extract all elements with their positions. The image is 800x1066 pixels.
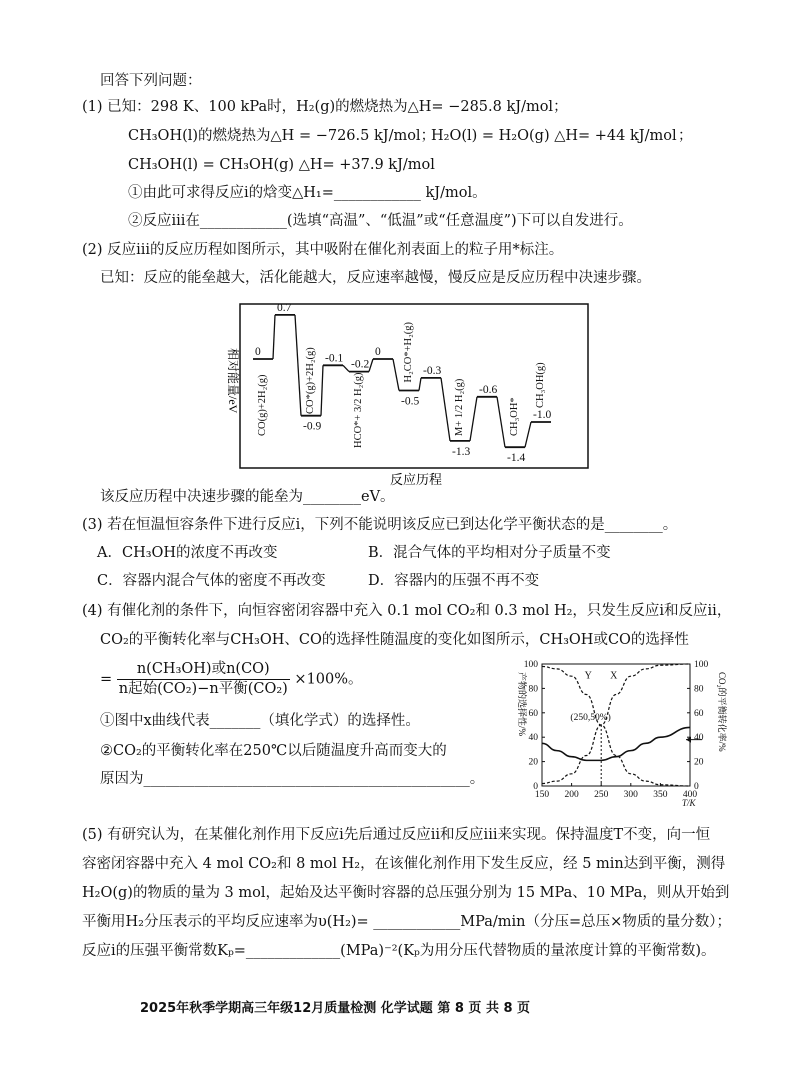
q4-sub3: 原因为_____________________________________________。: [100, 771, 485, 787]
q1-line3: CH₃OH(l) = CH₃OH(g) △H= +37.9 kJ/mol: [128, 157, 435, 173]
q2-line2: 已知：反应的能垒越大，活化能越大，反应速率越慢，慢反应是反应历程中决速步骤。: [100, 270, 651, 286]
q1-line2a: CH₃OH(l)的燃烧热为△H = −726.5 kJ/mol；: [128, 128, 436, 144]
q2-after: 该反应历程中决速步骤的能垒为________eV。: [100, 489, 395, 505]
energy-step-2: [295, 315, 301, 416]
energy-value-5: 0: [375, 346, 381, 358]
energy-step-8: [441, 378, 450, 441]
annotation-point: (250,50%): [570, 713, 611, 724]
q4-line2: CO₂的平衡转化率与CH₃OH、CO的选择性随温度的变化如图所示，CH₃OH或CO的选择性: [100, 632, 689, 648]
intro-text: 回答下列问题：: [100, 73, 202, 89]
energy-value-1: 0.7: [277, 301, 292, 314]
q5-line1: (5) 有研究认为，在某催化剂作用下反应i先后通过反应ii和反应iii来实现。保持温度T不变，向一恒: [82, 827, 711, 843]
y-label-left-2: 40: [528, 733, 538, 744]
series-label-y: Y: [584, 670, 592, 682]
energy-profile-diagram: [215, 296, 595, 490]
q3-line: (3) 若在恒温恒容条件下进行反应i，下列不能说明该反应已到达化学平衡状态的是________。: [82, 517, 678, 533]
energy-species-2: CO*(g)+2H₂(g): [305, 347, 316, 414]
page-footer: 2025年秋季学期高三年级12月质量检测 化学试题 第 8 页 共 8 页: [140, 1001, 531, 1016]
y-label-right-3: 60: [694, 708, 704, 719]
energy-species-11: CH₃OH(g): [535, 362, 546, 408]
series-line-0: [542, 666, 690, 786]
x-label-5: 400: [682, 790, 698, 800]
energy-value-0: 0: [255, 346, 261, 358]
energy-value-7: -0.3: [423, 364, 442, 377]
y-label-right-0: 0: [694, 782, 699, 792]
formula-denominator: n起始(CO₂)−n平衡(CO₂): [118, 681, 288, 697]
q5-line5: 反应i的压强平衡常数Kₚ=_____________(MPa)⁻²(Kₚ为用分压代替物质的量浓度计算的平衡常数)。: [82, 943, 716, 959]
energy-xlabel: 反应历程: [390, 472, 443, 487]
y-label-left-4: 80: [528, 684, 538, 695]
y-label-right-1: 20: [694, 757, 704, 768]
q1-sub1: ①由此可求得反应i的焓变△H₁=____________ kJ/mol。: [128, 185, 487, 201]
energy-value-6: -0.5: [401, 395, 420, 408]
q4-formula: = $\frac{\text{n(CH₃OH)或n(CO)}}{\text{n起始(CO₂)−n平衡(CO₂)}}$ ×100%。: [100, 661, 363, 697]
y-label-left-0: 0: [533, 782, 538, 792]
q4-sub2: ②CO₂的平衡转化率在250℃以后随温度升高而变大的: [100, 743, 447, 759]
energy-step-11: [525, 422, 531, 447]
energy-value-9: -0.6: [479, 383, 498, 396]
q1-line1: (1) 已知：298 K、100 kPa时，H₂(g)的燃烧热为△H= −285.8 kJ/mol；: [82, 99, 568, 115]
energy-value-10: -1.4: [507, 452, 526, 465]
formula-numerator: n(CH₃OH)或n(CO): [117, 660, 290, 680]
energy-species-10: CH₃OH*: [509, 397, 520, 436]
energy-step-6: [393, 359, 399, 391]
q2-line1: (2) 反应iii的反应历程如图所示，其中吸附在催化剂表面上的粒子用*标注。: [82, 242, 564, 258]
energy-step-3: [321, 365, 323, 415]
energy-value-4: -0.2: [351, 358, 370, 371]
x-label-2: 250: [594, 790, 609, 800]
energy-species-0: CO(g)+2H₂(g): [257, 374, 268, 436]
y-label-right-5: 100: [694, 660, 709, 670]
series-label-x: X: [610, 670, 618, 682]
energy-value-8: -1.3: [452, 445, 471, 458]
q1-sub2: ②反应iii在____________(选填“高温”、“低温”或“任意温度”)下可以自发进行。: [128, 213, 633, 229]
x-label-4: 350: [653, 790, 668, 800]
q1-line2b: H₂O(l) = H₂O(g) △H= +44 kJ/mol: [431, 128, 677, 144]
energy-value-11: -1.0: [533, 409, 552, 421]
q3-option-b: B．混合气体的平均相对分子质量不变: [368, 545, 611, 561]
energy-species-8: M+ 1/2 H₂(g): [454, 378, 465, 436]
q4-line1: (4) 有催化剂的条件下，向恒容密闭容器中充入 0.1 mol CO₂和 0.3 mol H₂，只发生反应i和反应ii，: [82, 603, 732, 619]
q5-line2: 容密闭容器中充入 4 mol CO₂和 8 mol H₂，在该催化剂作用下发生反应，经 5 min达到平衡，测得: [82, 856, 726, 872]
energy-step-10: [497, 397, 505, 447]
energy-step-4: [343, 365, 349, 371]
q3-option-c: C．容器内混合气体的密度不再改变: [97, 573, 326, 589]
energy-ylabel: 相对能量/eV: [226, 348, 240, 414]
q3-option-a: A．CH₃OH的浓度不再改变: [97, 545, 278, 561]
energy-value-3: -0.1: [325, 352, 344, 365]
x-label-0: 150: [534, 790, 550, 800]
y-label-right-4: 80: [694, 684, 704, 695]
energy-step-7: [419, 378, 421, 391]
y-label-left-3: 60: [528, 708, 538, 719]
energy-species-4: HCO*+ 3/2 H₂(g): [353, 372, 364, 448]
y-label-right-2: 40: [694, 733, 704, 744]
q5-line4: 平衡用H₂分压表示的平均反应速率为υ(H₂)= ____________MPa/min（分压=总压×物质的量分数）；: [82, 914, 732, 930]
x-label-3: 300: [623, 790, 638, 800]
y-label-left-5: 100: [523, 660, 538, 670]
q1-line2c: ；: [678, 128, 693, 144]
energy-value-2: -0.9: [303, 420, 322, 433]
q5-line3: H₂O(g)的物质的量为 3 mol，起始及达平衡时容器的总压强分别为 15 MPa、10 MPa，则从开始到: [82, 885, 730, 901]
selectivity-chart: [512, 650, 727, 812]
energy-step-1: [273, 315, 275, 359]
q4-sub1: ①图中x曲线代表_______（填化学式）的选择性。: [100, 713, 420, 729]
x-axis-title: T/K: [682, 798, 696, 808]
chart-ylabel-left: 产物的选择性/%: [517, 672, 527, 736]
plot-frame: [542, 664, 690, 786]
energy-step-9: [470, 397, 477, 441]
x-label-1: 200: [564, 790, 579, 800]
q3-option-d: D．容器内的压强不再不变: [368, 573, 540, 589]
energy-step-5: [369, 359, 373, 372]
energy-species-6: H₂CO*+H₂(g): [403, 322, 414, 383]
y-label-left-1: 20: [528, 757, 538, 768]
series-line-1: [542, 664, 690, 784]
chart-ylabel-right: CO₂的平衡转化率/%: [717, 672, 727, 752]
